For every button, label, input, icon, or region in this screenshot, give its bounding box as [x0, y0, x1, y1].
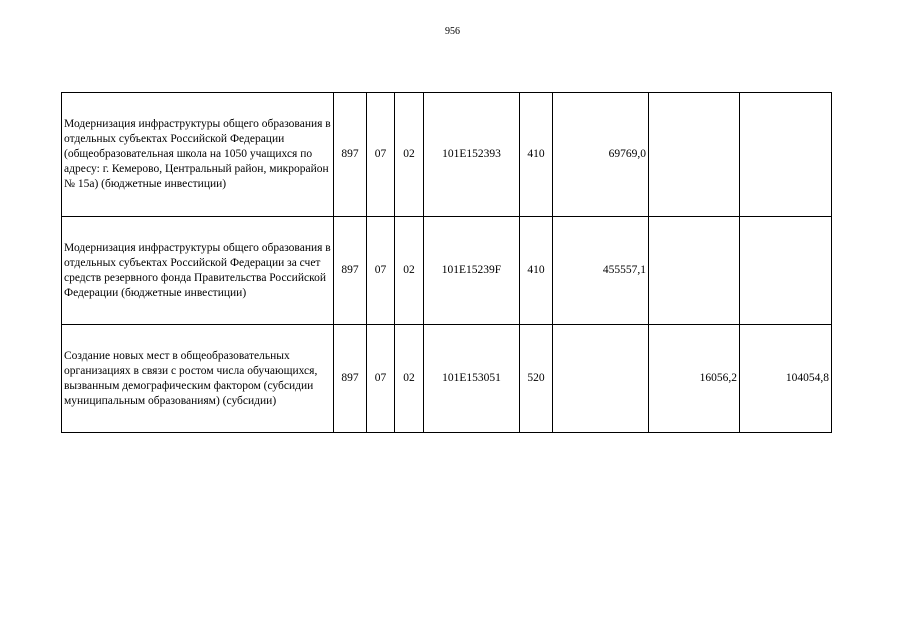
amount-2-cell: [649, 217, 740, 325]
amount-2-cell: 16056,2: [649, 325, 740, 433]
table-row: [62, 93, 832, 217]
expense-type-cell: 410: [520, 217, 553, 325]
ministry-code-cell: 897: [334, 93, 367, 217]
row-name-cell: Создание новых мест в общеобразовательных организациях в связи с ростом числа обучающихся, вызванным демографическим фактором (субсидии муниципальным образованиям) (субсидии): [62, 325, 334, 433]
amount-3-cell: 104054,8: [740, 325, 832, 433]
target-article-cell: 101E152393: [424, 93, 520, 217]
row-name-cell: Модернизация инфраструктуры общего образования в отдельных субъектах Российской Федерации за счет средств резервного фонда Правительства Российской Федерации (бюджетные инвестиции): [62, 217, 334, 325]
section-code-cell: 07: [367, 217, 395, 325]
amount-2-cell: [649, 93, 740, 217]
section-code-cell: 07: [367, 93, 395, 217]
target-article-cell: 101E153051: [424, 325, 520, 433]
target-article-cell: 101E15239F: [424, 217, 520, 325]
amount-3-cell: [740, 93, 832, 217]
subsection-code-cell: 02: [395, 325, 424, 433]
row-name-cell: Модернизация инфраструктуры общего образования в отдельных субъектах Российской Федерации (общеобразовательная школа на 1050 учащихся по адресу: г. Кемерово, Центральный район, микрорайон № 15а) (бюджетные инвестиции): [62, 93, 334, 217]
section-code-cell: 07: [367, 325, 395, 433]
amount-1-cell: 455557,1: [553, 217, 649, 325]
subsection-code-cell: 02: [395, 93, 424, 217]
table-row: [62, 325, 832, 433]
table-row: [62, 217, 832, 325]
amount-3-cell: [740, 217, 832, 325]
expense-type-cell: 410: [520, 93, 553, 217]
ministry-code-cell: 897: [334, 217, 367, 325]
budget-table: [61, 92, 832, 433]
ministry-code-cell: 897: [334, 325, 367, 433]
page-number: 956: [445, 26, 460, 37]
subsection-code-cell: 02: [395, 217, 424, 325]
amount-1-cell: 69769,0: [553, 93, 649, 217]
amount-1-cell: [553, 325, 649, 433]
expense-type-cell: 520: [520, 325, 553, 433]
